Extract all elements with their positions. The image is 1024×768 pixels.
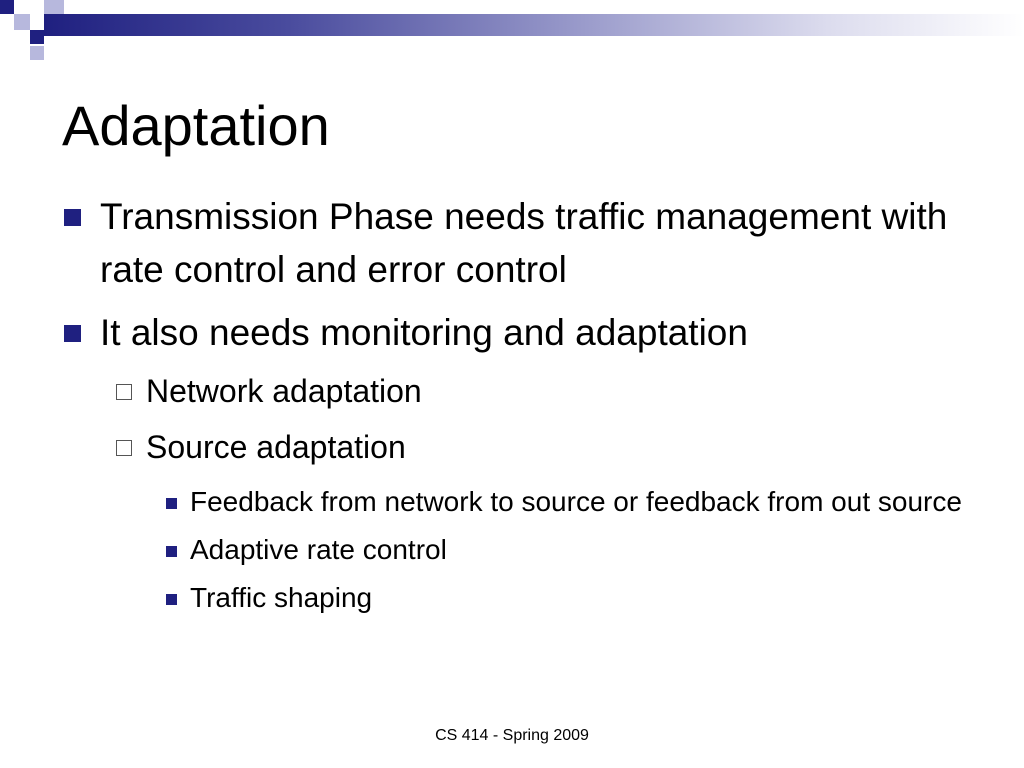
bullet-text: Transmission Phase needs traffic management with rate control and error control — [100, 196, 948, 290]
slide-content — [0, 190, 1024, 625]
sub-bullet-item — [0, 369, 1024, 413]
sub-sub-bullet-item — [0, 481, 1024, 522]
small-square-bullet-icon — [166, 498, 177, 509]
sub-sub-bullet-text: Adaptive rate control — [190, 534, 447, 565]
bullet-item — [0, 306, 1024, 359]
sub-sub-bullet-item — [0, 577, 1024, 618]
sub-bullet-text: Source adaptation — [146, 429, 406, 465]
bullet-item — [0, 190, 1024, 296]
sub-bullet-item — [0, 425, 1024, 469]
decoration-square — [16, 30, 28, 44]
decoration-square — [0, 0, 14, 14]
square-bullet-icon — [64, 325, 81, 342]
small-square-bullet-icon — [166, 546, 177, 557]
decoration-square — [44, 0, 64, 14]
decoration-square — [30, 30, 44, 44]
hollow-square-bullet-icon — [116, 384, 132, 400]
slide-title: Adaptation — [62, 94, 330, 157]
hollow-square-bullet-icon — [116, 440, 132, 456]
bullet-text: It also needs monitoring and adaptation — [100, 312, 748, 353]
sub-sub-bullet-text: Traffic shaping — [190, 582, 373, 613]
sub-sub-bullet-item — [0, 529, 1024, 570]
header-gradient-bar — [44, 14, 1024, 36]
sub-sub-bullet-text: Feedback from network to source or feedback from out source — [190, 486, 962, 517]
slide-footer: CS 414 - Spring 2009 — [435, 727, 589, 744]
square-bullet-icon — [64, 209, 81, 226]
sub-bullet-text: Network adaptation — [146, 373, 422, 409]
small-square-bullet-icon — [166, 594, 177, 605]
decoration-square — [14, 14, 30, 30]
decoration-square — [30, 46, 44, 60]
